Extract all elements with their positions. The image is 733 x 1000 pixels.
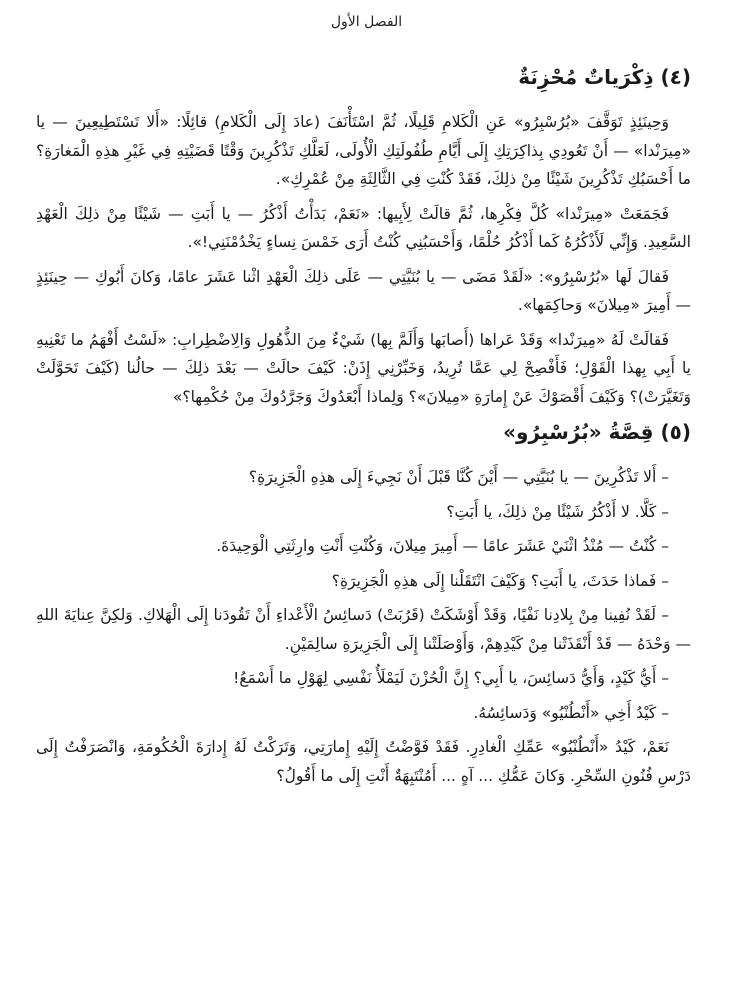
section-title-prospero-story: (٥) قِصَّةُ «بُرُسْبِرُو» — [503, 420, 691, 444]
section-title-memories: (٤) ذِكْرَياتٌ مُحْزِنَةٌ — [518, 65, 691, 89]
page-content — [36, 62, 691, 796]
paragraph: وَحِينَئِذٍ تَوَقَّفَ «بُرُسْبِرُو» عَنِ الْكَلامِ قَلِيلًا، ثُمَّ اسْتَأْنَفَ (عادَ إِلَى الْكَلامِ) قائِلًا: «أَلا تَسْتَطِيعِينَ — يا «مِيرَنْدا» — أَنْ تَعُودِي بِذاكِرَتِكِ إِلَى أَيَّامِ طُفُولَتِكِ الْأُولَى، لَعَلَّكِ تَذْكُرِينَ وَقْتًا قَضَيْتِهِ فِي غَيْرِ هذِهِ الْمَغارَةِ؟ ما أَحْسَبُكِ تَذْكُرِينَ شَيْئًا مِنْ ذلِكَ، فَقَدْ كُنْتِ فِي الثَّالِثَةِ مِنْ عُمْرِكِ». — [36, 113, 691, 188]
paragraph: فَقالَتْ لَهُ «مِيرَنْدا» وَقَدْ عَراها (أَصابَها وَأَلَمَّ بِها) شَيْءٌ مِنَ الذُّهُولِ وَالِاضْطِرابِ: «لَسْتُ أَفْهَمُ ما تَعْنِيهِ يا أَبِي بِهذا الْقَوْلِ؛ فَأَفْصِحْ لِي عَمَّا تُرِيدُ، وَخَبِّرْنِي إِذَنْ: كَيْفَ حالَتْ — بَعْدَ ذلِكَ — حالُنا (كَيْفَ تَحَوَّلَتْ وَتَغَيَّرَتْ)؟ وَكَيْفَ أَقْصَوْكَ عَنْ إِمارَةِ «مِيلانَ»؟ وَلِماذا أَبْعَدُوكَ وَجَرَّدُوكَ مِنْ حُكْمِها؟» — [36, 330, 691, 406]
dialogue-line: – فَماذا حَدَثَ، يا أَبَتِ؟ وَكَيْفَ انْتَقَلْنا إِلَى هذِهِ الْجَزِيرَةِ؟ — [331, 571, 669, 590]
dialogue-line: – أَلا تَذْكُرِينَ — يا بُنَيَّتِي — أَيْنَ كُنَّا قَبْلَ أَنْ نَجِيءَ إِلَى هذِهِ الْجَزِيرَةِ؟ — [248, 468, 669, 486]
paragraph: فَجَمَعَتْ «مِيرَنْدا» كُلَّ فِكْرِها، ثُمَّ قالَتْ لِأَبِيها: «نَعَمْ، بَدَأْتُ أَذْكُرُ — يا أَبَتِ — شَيْئًا مِنْ ذلِكَ الْعَهْدِ السَّعِيدِ. وَإِنِّي لَأَذْكُرُهُ كَما أَذْكُرُ حُلْمًا، وَأَحْسَبُنِي كُنْتُ أَرَى خَمْسَ نِساءٍ يَخْدُمْنَنِي!». — [36, 204, 691, 251]
dialogue-line: – لَقَدْ نُفِينا مِنْ بِلادِنا نَفْيًا، وَقَدْ أَوْشَكَتْ (قَرُبَتْ) دَسائِسُ الْأَعْداءِ أَنْ تَقُودَنا إِلَى الْهَلاكِ. وَلكِنَّ عِنايَةَ اللهِ — وَحْدَهُ — قَدْ أَنْقَذَتْنا مِنْ كَيْدِهِمْ، وَأَوْصَلَتْنا إِلَى الْجَزِيرَةِ سالِمَيْنِ. — [36, 606, 691, 653]
dialogue-line: – أَيُّ كَيْدٍ، وَأَيُّ دَسائِسَ، يا أَبِي؟ إِنَّ الْحُزْنَ لَيَمْلَأُ نَفْسِي لِهَوْلِ ما أَسْمَعُ! — [233, 669, 669, 687]
dialogue-line: – كَلَّا. لا أَذْكُرُ شَيْئًا مِنْ ذلِكَ، يا أَبَتِ؟ — [446, 502, 669, 521]
dialogue-line: – كُنْتُ — مُنْذُ اثْنَيْ عَشَرَ عامًا — أَمِيرَ مِيلانَ، وَكُنْتِ أَنْتِ وارِثَتِي الْوَحِيدَةَ. — [216, 537, 669, 555]
running-title: الفصل الأول — [330, 14, 403, 30]
dialogue-line: – كَيْدُ أَخِي «أَنْطُنْيُو» وَدَسائِسُهُ. — [473, 703, 669, 722]
paragraph: نَعَمْ، كَيْدُ «أَنْطُنْيُو» عَمِّكِ الْغادِرِ. فَقَدْ فَوَّضْتُ إِلَيْهِ إِمارَتِي، وَتَرَكْتُ لَهُ إِدارَةَ الْحُكُومَةِ، وَانْصَرَفْتُ إِلَى دَرْسِ فُنُونِ السِّحْرِ. وَكانَ عَمُّكِ ... آهٍ ... أَمُنْتَبِهَةٌ أَنْتِ إِلَى ما أَقُولُ؟ — [36, 738, 691, 785]
paragraph: فَقالَ لَها «بُرُسْبِرُو»: «لَقَدْ مَضَى — يا بُنَيَّتِي — عَلَى ذلِكَ الْعَهْدِ اثْنا عَشَرَ عامًا، وَكانَ أَبُوكِ — حِينَئِذٍ — أَمِيرَ «مِيلانَ» وَحاكِمَها». — [36, 267, 691, 314]
dialogue-block — [36, 463, 691, 790]
